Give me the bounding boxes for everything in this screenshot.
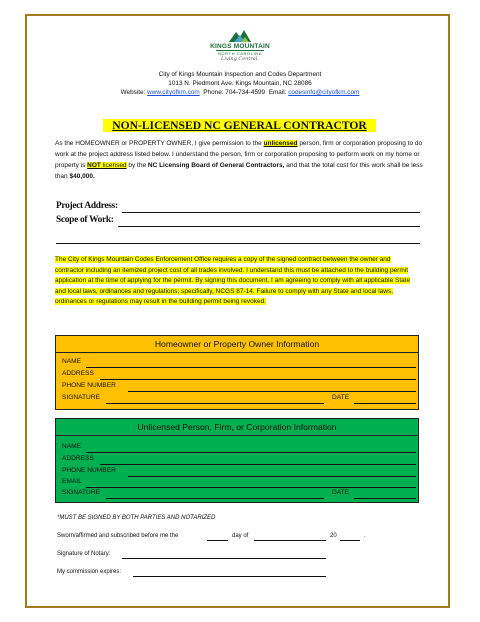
- intro-text-3: by the: [126, 162, 148, 169]
- dept-name: City of Kings Mountain Inspection and Codes Department: [158, 71, 322, 78]
- owner-date-label: DATE: [332, 394, 350, 401]
- notary-signature-label: Signature of Notary:: [57, 551, 111, 557]
- sworn-year-field[interactable]: [340, 540, 360, 541]
- owner-date-field[interactable]: [354, 403, 416, 404]
- city-logo: [202, 28, 278, 68]
- owner-address-label: ADDRESS: [62, 370, 94, 377]
- notice-text: The City of Kings Mountain Codes Enforcement Office requires a copy of the signed contract between the owner and contractor including an itemized project cost of all trades involved. I understand this must be attached to the building permit application at the time of applying for the permit. By signing this document, I am agreeing to comply with all applicable State and local laws, ordinances and regulations; specifically, NCGS 87-14. Failure to comply with any State and local laws, ordinances or regulations may result in the building permit being revoked.: [55, 256, 411, 306]
- project-address-line[interactable]: [122, 212, 420, 213]
- contractor-email-field[interactable]: [86, 487, 416, 488]
- contractor-signature-field[interactable]: [106, 498, 324, 499]
- website-link[interactable]: www.cityofkm.com: [147, 89, 200, 96]
- contractor-phone-field[interactable]: [128, 476, 416, 477]
- scope-of-work-line-2[interactable]: [56, 243, 420, 244]
- contractor-address-label: ADDRESS: [62, 455, 94, 462]
- document-title: NON-LICENSED NC GENERAL CONTRACTOR: [103, 119, 376, 132]
- sworn-day-field[interactable]: [207, 540, 228, 541]
- sworn-text-1: Sworn/affirmed and subscribed before me the: [57, 533, 179, 539]
- website-label: Website:: [120, 89, 146, 96]
- contractor-address-field[interactable]: [100, 464, 416, 465]
- not-highlight: NOT: [87, 162, 101, 169]
- owner-address-field[interactable]: [100, 379, 416, 380]
- sworn-text-4: .: [364, 533, 366, 539]
- contractor-signature-label: SIGNATURE: [62, 489, 100, 496]
- scope-of-work-line-1[interactable]: [118, 226, 420, 227]
- phone-text: Phone: 704-734-4599: [203, 89, 266, 96]
- contractor-name-label: NAME: [62, 443, 82, 450]
- project-address-label: Project Address:: [56, 201, 118, 211]
- email-link[interactable]: codesinfo@cityofkm.com: [288, 89, 360, 96]
- contractor-email-label: EMAIL: [62, 478, 82, 485]
- contractor-name-field[interactable]: [86, 452, 416, 453]
- commission-expires-label: My commission expires:: [57, 569, 122, 575]
- notarize-note: [57, 515, 215, 521]
- intro-paragraph: [55, 138, 423, 182]
- scope-of-work-label: Scope of Work:: [56, 215, 114, 225]
- owner-name-label: NAME: [62, 358, 82, 365]
- contractor-info-box: [55, 418, 419, 503]
- commission-expires-field[interactable]: [133, 576, 326, 577]
- dept-address: 1013 N. Piedmont Ave. Kings Mountain, NC 28086: [168, 80, 312, 87]
- owner-signature-field[interactable]: [106, 403, 324, 404]
- homeowner-info-box: [55, 335, 419, 410]
- owner-phone-label: PHONE NUMBER: [62, 382, 116, 389]
- contractor-date-label: DATE: [332, 489, 350, 496]
- intro-text-2: person, firm or corporation proposing to do work at the project address listed below. I understand the person, firm or corporation proposing to perform work on my home or property is: [55, 140, 423, 169]
- owner-name-field[interactable]: [86, 367, 416, 368]
- owner-phone-field[interactable]: [128, 391, 416, 392]
- notarize-note-text: *MUST BE SIGNED BY BOTH PARTIES AND NOTARIZED: [57, 515, 216, 521]
- mountain-logo-icon: [229, 28, 251, 42]
- logo-tagline: Living Central.: [221, 56, 259, 62]
- owner-signature-label: SIGNATURE: [62, 394, 100, 401]
- logo-subtitle: NORTH CAROLINA: [217, 51, 263, 56]
- contractor-phone-label: PHONE NUMBER: [62, 467, 116, 474]
- sworn-text-2: day of: [232, 533, 249, 539]
- sworn-line: [57, 533, 178, 539]
- unlicensed-highlight: unlicensed: [263, 140, 298, 147]
- notice-paragraph: [55, 255, 421, 308]
- sworn-month-field[interactable]: [254, 540, 326, 541]
- contractor-box-heading: Unlicensed Person, Firm, or Corporation Information: [56, 419, 418, 436]
- email-label: Email:: [268, 89, 287, 96]
- intro-text-1: As the HOMEOWNER or PROPERTY OWNER, I give permission to the: [55, 140, 264, 147]
- board-name: NC Licensing Board of General Contractors,: [147, 162, 285, 169]
- intro-text-4: and that the total cost for this work shall be less than: [55, 162, 423, 180]
- contact-line: [0, 89, 480, 97]
- logo-title: KINGS MOUNTAIN: [210, 43, 270, 50]
- contractor-date-field[interactable]: [354, 498, 416, 499]
- homeowner-box-heading: Homeowner or Property Owner Information: [56, 336, 418, 353]
- sworn-text-3: 20: [330, 533, 337, 539]
- licensed-highlight: licensed: [100, 162, 127, 169]
- notary-signature-field[interactable]: [122, 558, 326, 559]
- amount-limit: $40,000.: [69, 173, 95, 180]
